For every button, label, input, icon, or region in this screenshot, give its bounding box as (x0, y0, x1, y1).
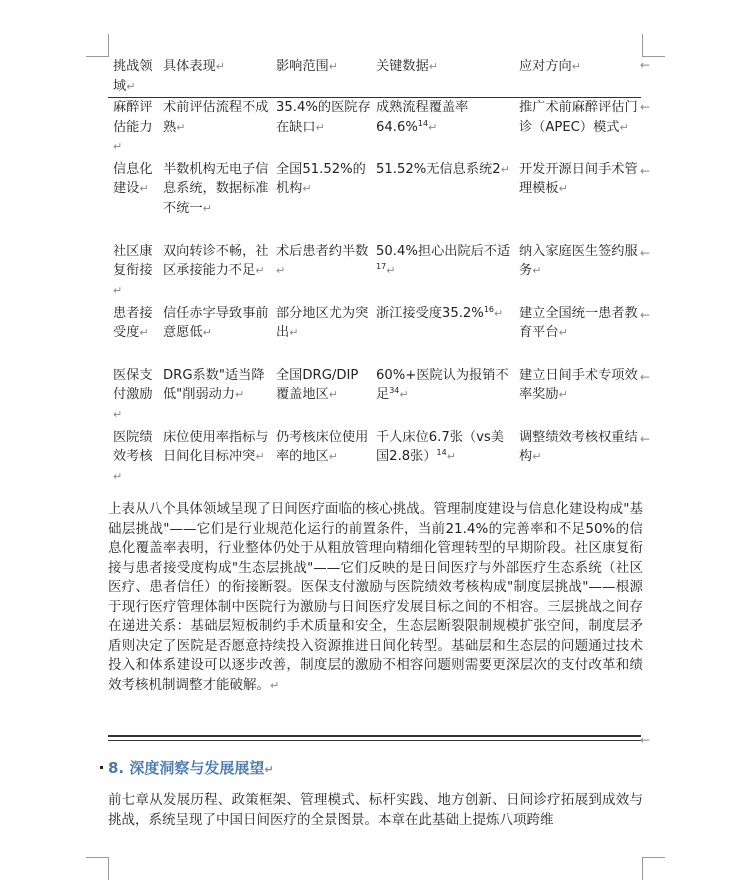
section-divider (108, 735, 641, 737)
cell-scope: 仍考核床位使用率的地区↵ (276, 429, 369, 464)
row-end-mark: ← (640, 370, 651, 384)
header-symptom: 具体表现↵ (158, 57, 271, 98)
row-end-mark: ← (640, 100, 651, 114)
cell-data: 50.4%担心出院后不适$^{17}$↵ (376, 243, 511, 277)
cell-scope: 全国51.52%的机构↵ (276, 161, 366, 196)
cell-direction: 开发开源日间手术管理模板↵ (519, 161, 638, 196)
analysis-paragraph: 上表从八个具体领域呈现了日间医疗面临的核心挑战。管理制度建设与信息化建设构成"基础层挑战"——它们是行业规范化运行的前置条件，当前21.4%的完善率和不足50%的信息化覆盖率表明，行业整体仍处于从粗放管理向精细化管理转型的早期阶段。社区康复衔接与患者接受度构成"生态层挑战"——它们反映的是日间医疗与外部医疗生态系统（社区医疗、患者信任）的衔接断裂。医保支付激励与医院绩效考核构成"制度层挑战"——根源于现行医疗管理体制中医院行为激励与日间医疗发展目标之间的不相容。三层挑战之间存在递进关系：基础层短板制约手术质量和安全，生态层断裂限制规模扩张空间，制度层矛盾则决定了医院是否愿意持续投入资源推进日间化转型。基础层和生态层的问题通过技术投入和体系建设可以逐步改善，制度层的激励不相容问题则需要更深层次的支付改革和绩效考核机制调整才能破解。↵ (108, 501, 643, 693)
crop-mark-bottom-right (642, 857, 665, 880)
cell-domain: 患者接受度↵ (113, 305, 153, 340)
row-end-mark: ← (640, 246, 651, 260)
table-header-row (108, 57, 641, 98)
cell-symptom: 半数机构无电子信息系统，数据标准不统一↵ (163, 161, 269, 216)
cell-symptom: 双向转诊不畅，社区承接能力不足↵ (163, 243, 269, 278)
section-divider-thin (108, 740, 641, 741)
cell-symptom: 信任赤字导致事前意愿低↵ (163, 305, 269, 340)
row-end-mark: ← (640, 58, 651, 72)
table-row (108, 242, 641, 304)
row-end-mark: ← (640, 308, 651, 322)
table-row (108, 98, 641, 160)
cell-direction: 纳入家庭医生签约服务↵ (519, 243, 638, 278)
cell-symptom: DRG系数"适当降低"削弱动力↵ (163, 367, 265, 402)
cell-data: 成熟流程覆盖率64.6%$^{14}$↵ (376, 100, 469, 135)
cell-direction: 建立全国统一患者教育平台↵ (519, 305, 638, 340)
section-heading: 8. 深度洞察与发展展望↵ (108, 759, 274, 777)
crop-mark-bottom-left (86, 857, 109, 880)
cell-scope: 全国DRG/DIP覆盖地区↵ (276, 367, 359, 402)
challenges-table (108, 57, 641, 490)
cell-domain: 社区康复衔接↵ (113, 243, 153, 297)
cell-data: 51.52%无信息系统2↵ (376, 161, 510, 177)
cell-scope: 术后患者约半数↵ (276, 243, 369, 277)
row-end-mark: ← (640, 164, 651, 178)
cell-symptom: 术前评估流程不成熟↵ (163, 100, 269, 135)
table-row (108, 304, 641, 366)
cell-domain: 医院绩效考核↵ (113, 429, 153, 483)
cell-data: 60%+医院认为报销不足$^{34}$↵ (376, 367, 509, 402)
crop-mark-top-right (642, 34, 665, 57)
table-row (108, 428, 641, 490)
heading-bullet-icon (100, 766, 103, 769)
header-domain: 挑战领域↵ (108, 57, 158, 98)
header-data: 关键数据↵ (371, 57, 514, 98)
table-row (108, 160, 641, 242)
cell-domain: 信息化建设↵ (113, 161, 153, 196)
cell-data: 浙江接受度35.2%$^{16}$↵ (376, 304, 504, 321)
header-direction: 应对方向↵ (514, 57, 641, 98)
cell-scope: 部分地区尤为突出↵ (276, 305, 369, 340)
crop-mark-top-left (86, 34, 109, 57)
cell-direction: 推广术前麻醉评估门诊（APEC）模式↵ (519, 100, 638, 135)
row-end-mark: ← (640, 432, 651, 446)
section-intro-paragraph: 前七章从发展历程、政策框架、管理模式、标杆实践、地方创新、日间诊疗拓展到成效与挑战，系统呈现了中国日间医疗的全景图景。本章在此基础上提炼八项跨维 (108, 792, 643, 828)
header-scope: 影响范围↵ (271, 57, 371, 98)
cell-symptom: 床位使用率指标与日间化目标冲突↵ (163, 429, 269, 464)
cell-domain: 医保支付激励↵ (113, 367, 153, 421)
cell-direction: 调整绩效考核权重结构↵ (519, 429, 638, 464)
table-row (108, 366, 641, 428)
cell-data: 千人床位6.7张（vs美国2.8张）$^{14}$↵ (376, 429, 504, 464)
cell-direction: 建立日间手术专项效率奖励↵ (519, 367, 638, 402)
cell-scope: 35.4%的医院存在缺口↵ (276, 100, 371, 135)
cell-domain: 麻醉评估能力↵ (113, 100, 153, 153)
divider-end-mark: ← (640, 733, 651, 747)
